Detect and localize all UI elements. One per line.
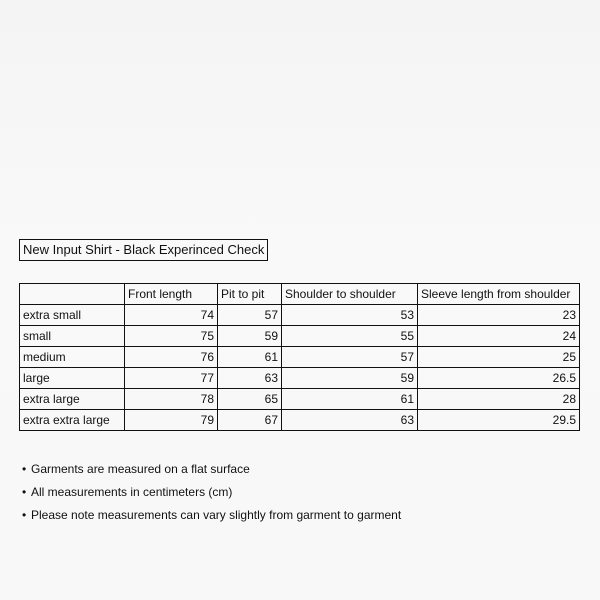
header-front-length: Front length	[125, 284, 218, 305]
pit-to-pit-value: 61	[218, 347, 282, 368]
sleeve-value: 24	[418, 326, 580, 347]
pit-to-pit-value: 57	[218, 305, 282, 326]
measurement-notes	[22, 461, 401, 530]
bullet-icon: •	[22, 462, 27, 476]
front-length-value: 78	[125, 389, 218, 410]
front-length-value: 76	[125, 347, 218, 368]
shoulder-value: 55	[282, 326, 418, 347]
size-chart-table	[19, 283, 580, 431]
note-text: Please note measurements can vary slightly from garment to garment	[31, 508, 402, 522]
note-text: All measurements in centimeters (cm)	[31, 485, 233, 499]
bullet-icon: •	[22, 485, 27, 499]
header-pit-to-pit: Pit to pit	[218, 284, 282, 305]
size-label: large	[20, 368, 125, 389]
pit-to-pit-value: 65	[218, 389, 282, 410]
note-item	[22, 507, 401, 530]
header-sleeve-length: Sleeve length from shoulder	[418, 284, 580, 305]
shoulder-value: 61	[282, 389, 418, 410]
note-item	[22, 484, 401, 507]
sleeve-value: 23	[418, 305, 580, 326]
table-header-row	[20, 284, 580, 305]
size-label: medium	[20, 347, 125, 368]
note-item	[22, 461, 401, 484]
shoulder-value: 63	[282, 410, 418, 431]
front-length-value: 79	[125, 410, 218, 431]
table-row	[20, 305, 580, 326]
table-row	[20, 368, 580, 389]
shoulder-value: 53	[282, 305, 418, 326]
front-length-value: 77	[125, 368, 218, 389]
sleeve-value: 29.5	[418, 410, 580, 431]
sleeve-value: 26.5	[418, 368, 580, 389]
size-label: extra extra large	[20, 410, 125, 431]
sleeve-value: 28	[418, 389, 580, 410]
pit-to-pit-value: 63	[218, 368, 282, 389]
table-row	[20, 410, 580, 431]
front-length-value: 75	[125, 326, 218, 347]
front-length-value: 74	[125, 305, 218, 326]
header-shoulder-to-shoulder: Shoulder to shoulder	[282, 284, 418, 305]
pit-to-pit-value: 59	[218, 326, 282, 347]
bullet-icon: •	[22, 508, 27, 522]
product-title: New Input Shirt - Black Experinced Check	[19, 239, 268, 261]
shoulder-value: 57	[282, 347, 418, 368]
sleeve-value: 25	[418, 347, 580, 368]
size-label: extra small	[20, 305, 125, 326]
shoulder-value: 59	[282, 368, 418, 389]
table-row	[20, 347, 580, 368]
header-size	[20, 284, 125, 305]
table-row	[20, 389, 580, 410]
table-row	[20, 326, 580, 347]
pit-to-pit-value: 67	[218, 410, 282, 431]
size-label: small	[20, 326, 125, 347]
size-label: extra large	[20, 389, 125, 410]
note-text: Garments are measured on a flat surface	[31, 462, 250, 476]
